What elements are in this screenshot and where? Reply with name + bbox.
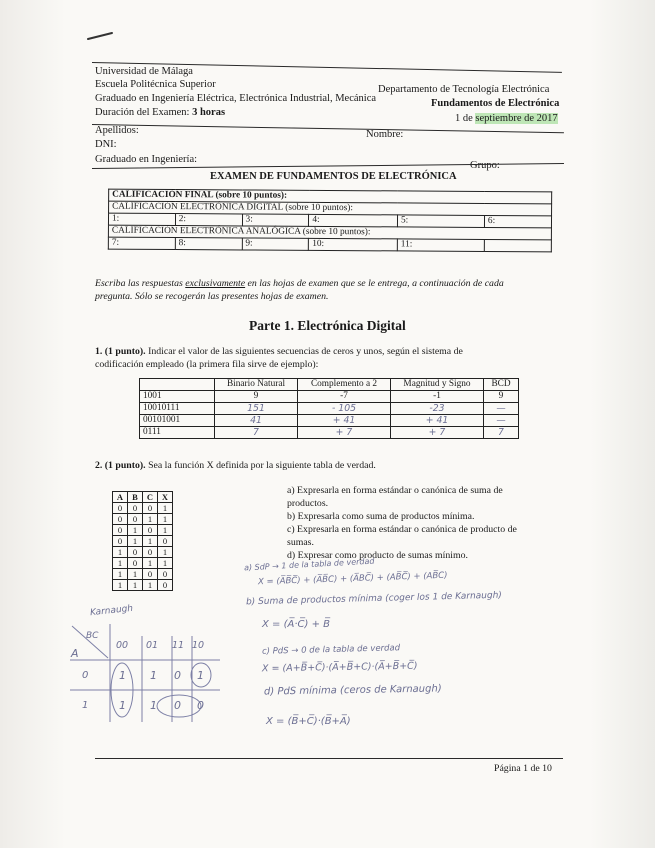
coding-header [140,379,215,391]
karnaugh-cell: 1 [150,669,157,682]
truth-cell: 0 [158,536,173,547]
university-name: Universidad de Málaga [95,66,193,77]
surname-label: Apellidos: [95,125,139,136]
instructions-part1: Escriba las respuestas [95,278,186,289]
truth-cell: 0 [113,525,128,536]
coding-answer: 41 [215,415,298,427]
coding-header: Complemento a 2 [298,379,391,391]
grade-cell: 11: [397,239,484,252]
truth-table [112,491,173,591]
q2-item: c) Expresarla en forma estándar o canónica de producto de [287,524,517,535]
q2-item: b) Expresarla como suma de productos mínima. [287,511,475,522]
truth-cell: 0 [143,547,158,558]
duration [95,107,225,118]
truth-cell: 0 [128,514,143,525]
coding-answer: — [484,403,519,415]
degree-name: Graduado en Ingeniería Eléctrica, Electrónica Industrial, Mecánica [95,93,377,104]
truth-cell: 0 [143,525,158,536]
answer-c-formula: X = (A+B̅+C̅)·(A̅+B̅+C)·(A̅+B̅+C̅) [261,660,418,675]
karnaugh-row-label: 0 [82,670,89,681]
q2-item: d) Expresar como producto de sumas mínimo. [287,550,468,561]
karnaugh-row-label: 1 [82,700,89,711]
date-highlight: septiembre de 2017 [475,113,558,124]
answer-b-heading: b) Suma de productos mínima (coger los 1 de Karnaugh) [245,590,503,608]
q1-text1: Indicar el valor de las siguientes secuencias de ceros y unos, según el sistema de [145,346,463,357]
part-title: Parte 1. Electrónica Digital [249,318,406,333]
karnaugh-col-label: 00 [116,640,129,651]
dni-label: DNI: [95,139,117,150]
instructions-line2: pregunta. Sólo se recogerán las presentes hojas de examen. [95,291,329,302]
truth-cell: 0 [128,558,143,569]
coding-cell: -7 [298,391,391,403]
karnaugh-col-label: 11 [172,640,185,651]
grade-cell: 7: [108,237,175,249]
truth-cell: 0 [128,547,143,558]
page-number: Página 1 de 10 [494,763,552,774]
coding-answer: 7 [215,427,298,439]
truth-cell: 1 [143,536,158,547]
group-label: Grupo: [470,160,500,171]
grade-cell: 6: [484,215,551,227]
coding-header: Magnitud y Signo [391,379,484,391]
truth-cell: 1 [143,580,158,591]
coding-cell: 00101001 [140,415,215,427]
coding-cell: 0111 [140,427,215,439]
grade-final: CALIFICACIÓN FINAL (sobre 10 puntos): [109,189,552,204]
department-name: Departamento de Tecnología Electrónica [378,84,550,95]
karnaugh-cell: 1 [119,669,126,682]
duration-label: Duración del Examen: [95,107,190,118]
truth-cell: 0 [128,503,143,514]
instructions-part2: en las hojas de examen que se le entrega, a continuación de cada [245,278,504,289]
q1-text [95,346,463,357]
school-name: Escuela Politécnica Superior [95,79,216,90]
grade-cell: 10: [309,238,398,251]
truth-cell: 0 [113,536,128,547]
q2-text-body: Sea la función X definida por la siguiente tabla de verdad. [145,460,376,471]
truth-cell: 1 [158,525,173,536]
grade-cell [484,239,551,251]
coding-answer: + 7 [298,427,391,439]
engineering-label: Graduado en Ingeniería: [95,154,198,165]
coding-cell: -1 [391,391,484,403]
truth-header: X [158,492,173,503]
truth-cell: 0 [113,514,128,525]
karnaugh-row-var: A [71,647,79,660]
grade-cell: 9: [242,238,309,250]
truth-cell: 0 [143,569,158,580]
coding-answer: — [484,415,519,427]
karnaugh-title: Karnaugh [89,603,134,619]
truth-cell: 1 [158,514,173,525]
answer-b-formula: X = (A̅·C̅) + B̅ [262,619,330,630]
answer-d-heading: d) PdS mínima (ceros de Karnaugh) [263,683,442,698]
grade-cell: 1: [108,213,175,225]
instructions-emphasis: exclusivamente [185,278,246,289]
header-mid-rule [92,124,564,133]
karnaugh-col-label: 01 [146,640,159,651]
karnaugh-cell: 1 [197,669,204,682]
grade-cell: 3: [242,214,309,226]
karnaugh-cell: 0 [197,699,204,712]
subject-name: Fundamentos de Electrónica [431,98,560,109]
coding-answer: 7 [484,427,519,439]
coding-answer: -23 [391,403,484,415]
grade-digital: CALIFICACIÓN ELECTRÓNICA DIGITAL (sobre 10 puntos): [109,201,552,216]
truth-cell: 0 [158,569,173,580]
grade-cell: 4: [309,214,398,227]
answer-a-formula: X = (A̅B̅C̅) + (A̅B̅C) + (A̅BC̅) + (AB̅C̅) + (AB̅C) [257,570,448,588]
exam-date [455,113,558,124]
truth-cell: 1 [128,525,143,536]
grade-cell: 5: [397,215,484,228]
karnaugh-cell: 1 [119,699,126,712]
truth-header: B [128,492,143,503]
grades-table [108,189,552,253]
karnaugh-cell: 1 [150,699,157,712]
coding-header: Binario Natural [215,379,298,391]
karnaugh-col-var: BC [86,631,99,641]
truth-cell: 1 [128,536,143,547]
name-label: Nombre: [366,129,404,140]
answer-d-formula: X = (B̅+C̅)·(B̅+A̅) [266,716,351,727]
date-prefix: 1 de [455,113,476,124]
truth-cell: 0 [113,503,128,514]
q2-item: a) Expresarla en forma estándar o canónica de suma de [287,485,503,496]
coding-answer: - 105 [298,403,391,415]
grade-cell: 8: [175,238,242,250]
grade-cell: 2: [175,214,242,226]
footer-rule [95,758,563,759]
truth-cell: 1 [158,558,173,569]
truth-cell: 1 [128,569,143,580]
q2-item: productos. [287,498,329,509]
q1-lead: 1. (1 punto). [95,346,146,357]
coding-answer: + 41 [391,415,484,427]
coding-cell: 9 [215,391,298,403]
karnaugh-col-label: 10 [192,640,205,651]
instructions [95,277,565,303]
grade-analog: CALIFICACIÓN ELECTRÓNICA ANALÓGICA (sobre 10 puntos): [108,225,551,240]
truth-cell: 1 [113,547,128,558]
q2-item: sumas. [287,537,314,548]
truth-cell: 0 [143,503,158,514]
truth-cell: 1 [143,558,158,569]
exam-title: EXAMEN DE FUNDAMENTOS DE ELECTRÓNICA [210,171,457,182]
karnaugh-cell: 0 [174,669,181,682]
q2-text [95,460,376,471]
truth-cell: 0 [158,580,173,591]
coding-answer: + 41 [298,415,391,427]
coding-cell: 9 [484,391,519,403]
truth-cell: 1 [113,580,128,591]
q2-lead: 2. (1 punto). [95,460,146,471]
truth-cell: 1 [158,547,173,558]
truth-cell: 1 [113,569,128,580]
karnaugh-cell: 0 [174,699,181,712]
answer-c-heading: c) PdS → 0 de la tabla de verdad [261,643,401,657]
truth-cell: 1 [128,580,143,591]
q2-items [287,484,517,562]
truth-cell: 1 [158,503,173,514]
truth-cell: 1 [113,558,128,569]
q1-text2: codificación empleado (la primera fila sirve de ejemplo): [95,359,319,370]
coding-cell: 10010111 [140,403,215,415]
coding-header: BCD [484,379,519,391]
pen-mark [86,30,116,42]
coding-answer: 151 [215,403,298,415]
coding-cell: 1001 [140,391,215,403]
duration-value: 3 horas [192,107,226,118]
truth-cell: 1 [143,514,158,525]
answer-a-heading: a) SdP → 1 de la tabla de verdad [243,556,375,573]
truth-header: C [143,492,158,503]
coding-answer: + 7 [391,427,484,439]
coding-table [139,378,519,439]
truth-header: A [113,492,128,503]
